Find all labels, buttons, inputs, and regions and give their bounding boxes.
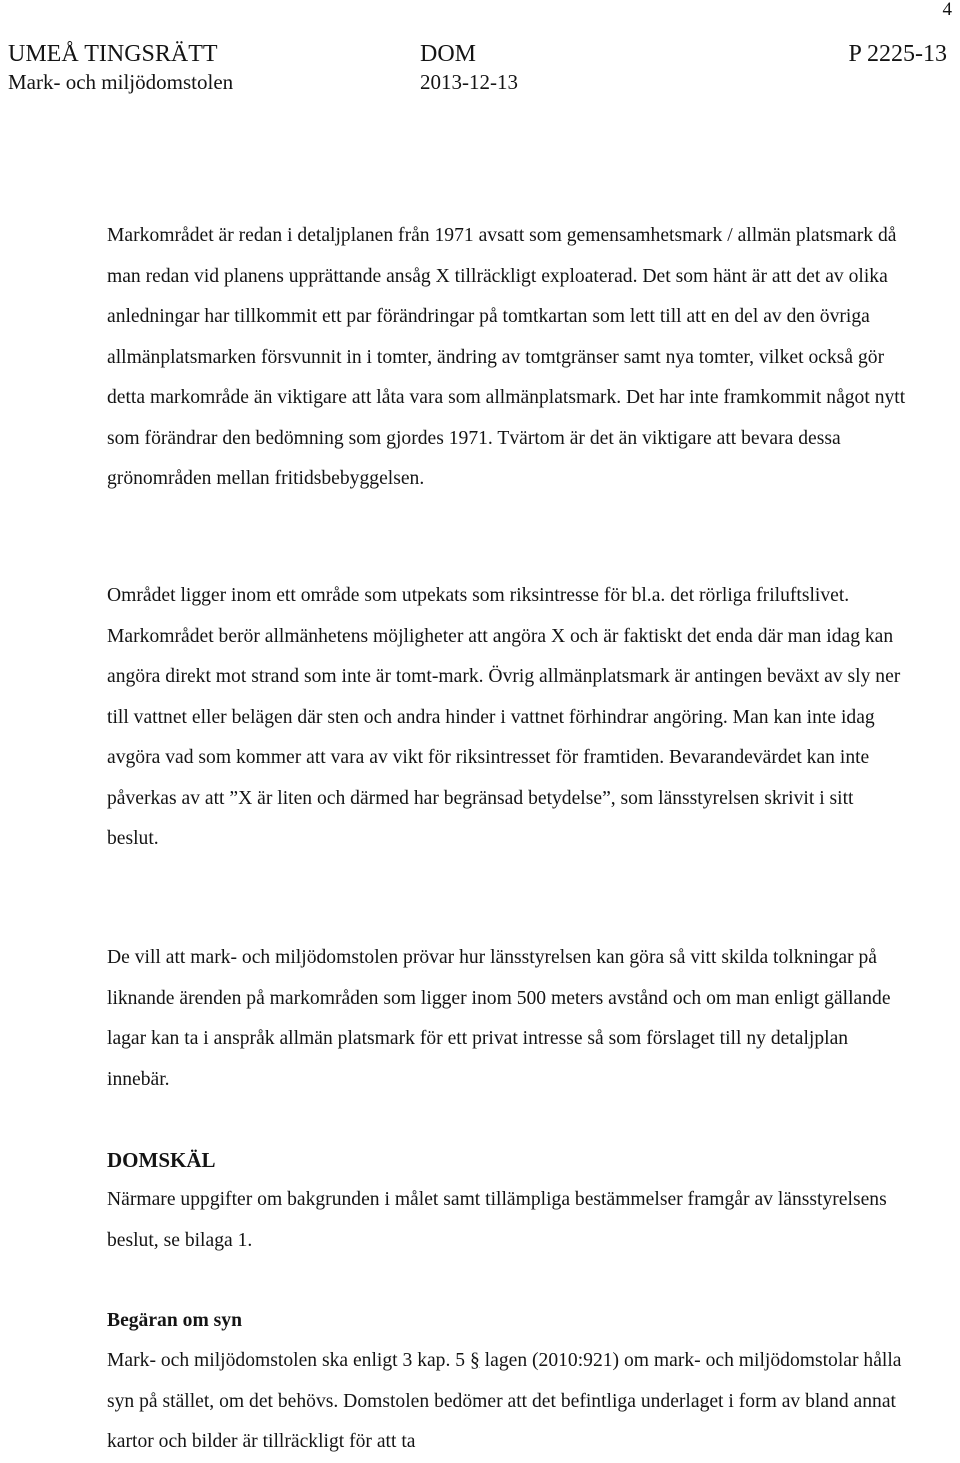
court-division: Mark- och miljödomstolen [8, 70, 234, 94]
paragraph-syn-end: lagen (2010:921) om mark- och miljödomstolar hålla syn på stället, om det behövs. Domstolen bedömer att det befintliga underlaget i form av bland annat kartor och bilder är tillräckligt för att ta [107, 1350, 902, 1452]
paragraph-markomradet: Markområdet är redan i detaljplanen från 1971 avsatt som gemensamhetsmark / allmän platsmark då man redan vid planens upprättande ansåg X tillräckligt exploaterad. Det som hänt är att det av olika anledningar har tillkommit ett par förändringar på tomtkartan som lett till att en del av den övriga allmänplatsmarken försvunnit in i tomter, ändring av tomtgränser samt nya tomter, vilket också gör detta markområde än viktigare att låta vara som allmänplatsmark. Det har inte framkommit något nytt som förändrar den bedömning som gjordes 1971. Tvärtom är det än viktigare att bevara dessa grönområden mellan fritidsbebyggelsen. [107, 225, 906, 489]
section-sign: § [469, 1350, 480, 1371]
header-court-block [8, 40, 233, 96]
subheading-begaran-om-syn: Begäran om syn [107, 1310, 242, 1331]
court-name: UMEÅ TINGSRÄTT [8, 41, 218, 67]
header-case-block [849, 40, 947, 68]
paragraph-syn [107, 1341, 907, 1463]
paragraph-riksintresse: Området ligger inom ett område som utpekats som riksintresse för bl.a. det rörliga friluftslivet. Markområdet berör allmänhetens möjligheter att angöra X och är faktiskt det enda där man idag kan angöra direkt mot strand som inte är tomt-mark. Övrig allmänplatsmark är antingen beväxt av sly ner till vattnet eller belägen där sten och andra hinder i vattnet förhindrar angöring. Man kan inte idag avgöra vad som kommer att vara av vikt för riksintresset för framtiden. Bevarandevärdet kan inte påverkas av att ”X är liten och därmed har begränsad betydelse”, som länsstyrelsen skrivit i sitt beslut. [107, 585, 901, 849]
section-heading-domskal: DOMSKÄL [107, 1148, 216, 1172]
paragraph-provning: De vill att mark- och miljödomstolen prövar hur länsstyrelsen kan göra så vitt skilda tolkningar på liknande ärenden på markområden som ligger inom 500 meters avstånd och om man enligt gällande lagar kan ta i anspråk allmän platsmark för ett privat intresse så som förslaget till ny detaljplan innebär. [107, 947, 891, 1090]
header-document-block [420, 40, 518, 96]
page-number: 4 [942, 0, 952, 20]
document-type: DOM [420, 41, 477, 67]
document-date: 2013-12-13 [420, 70, 518, 94]
case-number: P 2225-13 [848, 41, 947, 67]
paragraph-syn-start: Mark- och miljödomstolen ska enligt 3 kap. 5 [107, 1350, 470, 1371]
paragraph-bakgrund: Närmare uppgifter om bakgrunden i målet samt tillämpliga bestämmelser framgår av länsstyrelsens beslut, se bilaga 1. [107, 1189, 887, 1251]
